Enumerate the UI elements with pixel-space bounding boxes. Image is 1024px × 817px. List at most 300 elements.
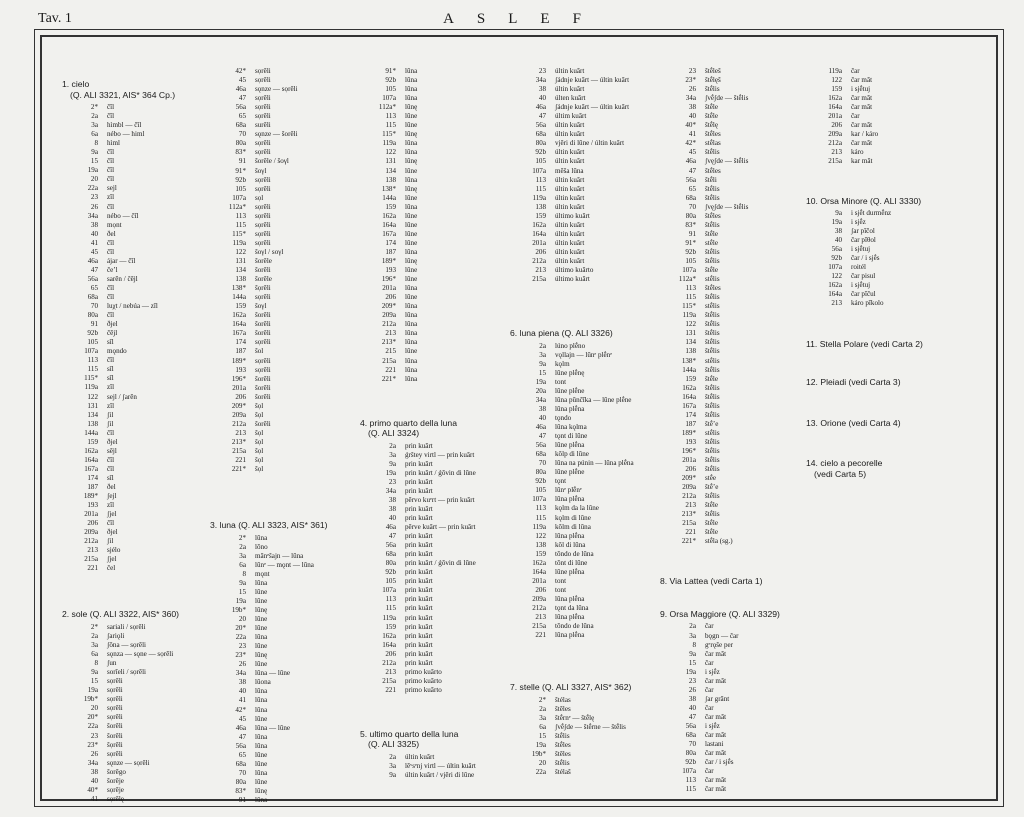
table-row [510, 360, 650, 369]
point-number: 138* [681, 356, 696, 365]
dialect-form: čar māt [705, 676, 727, 685]
point-number: 47 [388, 532, 396, 541]
point-number: 119a [532, 193, 546, 202]
dialect-form: prin kuārt [405, 550, 433, 559]
dialect-form: šọrēli [255, 284, 271, 293]
dialect-form: čar [851, 67, 860, 75]
entry-block [62, 79, 202, 573]
point-number: 42* [685, 139, 696, 148]
table-row [360, 67, 500, 76]
point-number: 187 [235, 347, 246, 356]
point-number: 107a [682, 266, 696, 275]
point-number: 9a [539, 359, 546, 368]
table-row [210, 338, 350, 347]
point-number: 41 [688, 130, 696, 139]
section-title: 12. Pleiadi (vedi Carta 3) [806, 377, 901, 388]
table-row [62, 130, 202, 139]
table-row [210, 239, 350, 248]
point-number: 107a [232, 193, 246, 202]
point-number: 122 [385, 148, 396, 157]
point-number: 206 [535, 247, 546, 256]
dialect-form: kar / káro [851, 130, 879, 139]
dialect-form: lūna [405, 67, 418, 75]
dialect-form: čîl [107, 464, 115, 473]
dialect-form: čîl [107, 238, 115, 247]
dialect-form: ðjel [107, 528, 118, 537]
dialect-form: i sjḗtuj [851, 245, 871, 254]
dialect-form: lūne [405, 229, 418, 238]
point-number: 92b [535, 477, 546, 486]
point-number: 107a [532, 166, 546, 175]
point-number: 9a [91, 148, 98, 157]
dialect-form: štēles [555, 704, 571, 713]
column-2 [210, 67, 350, 805]
point-number: 164a [532, 567, 546, 576]
point-number: 164a [382, 640, 396, 649]
point-number: 215a [382, 356, 396, 365]
dialect-form: lūne [405, 211, 418, 220]
point-number: 212a [682, 492, 696, 501]
dialect-form: último kuārt [555, 211, 590, 220]
table-row [510, 378, 650, 387]
table-row [510, 257, 650, 266]
dialect-form: lūne [405, 121, 418, 130]
table-row [510, 239, 650, 248]
point-number: 19a [235, 596, 246, 605]
point-number: 162a [828, 281, 842, 290]
point-number: 34a [87, 211, 98, 220]
table-row [660, 519, 800, 528]
point-number: 193 [685, 437, 696, 446]
dialect-form: čîl [107, 292, 115, 301]
point-number: 41 [90, 238, 98, 247]
dialect-form: lūne [405, 112, 418, 121]
dialect-form: štḗlis [705, 293, 720, 302]
point-number: 213 [385, 329, 396, 338]
dialect-form: ʃvęʃde — štḗlis [705, 202, 749, 211]
table-row [210, 194, 350, 203]
table-row [62, 483, 202, 492]
table-row [210, 185, 350, 194]
point-number: 115 [685, 785, 696, 794]
dialect-form: čel [107, 564, 116, 573]
point-number: 119a [382, 613, 396, 622]
dialect-form: sorīeli / sọrēli [107, 668, 147, 677]
table-row [360, 604, 500, 613]
dialect-form: šorēle [255, 256, 272, 265]
point-number: 215a [532, 622, 546, 631]
point-number: 47 [238, 732, 246, 741]
dialect-form: sejl / ʃarēn [107, 392, 137, 401]
dialect-form: lūna [255, 768, 268, 777]
dialect-form: sọl [255, 193, 264, 202]
point-number: 47 [538, 432, 546, 441]
dialect-form: štḗleš [705, 67, 721, 75]
table-row [660, 537, 800, 546]
dialect-form: šoγl [255, 302, 267, 311]
point-number: 138 [535, 540, 546, 549]
table-row [62, 374, 202, 383]
dialect-form: sọrēli [255, 211, 271, 220]
table-row [360, 550, 500, 559]
table-row [62, 732, 202, 741]
point-number: 209a [232, 410, 246, 419]
table-row [360, 347, 500, 356]
table-row [660, 713, 800, 722]
point-number: 212a [232, 419, 246, 428]
section-heading [660, 609, 800, 620]
dialect-form: káro [851, 148, 864, 157]
point-number: 212a [84, 537, 98, 546]
point-number: 105 [385, 85, 396, 94]
point-number: 187 [685, 419, 696, 428]
point-number: 113 [385, 595, 396, 604]
point-number: 15 [538, 731, 546, 740]
dialect-form: prin kuārt [405, 622, 433, 631]
dialect-form: sējl [107, 446, 117, 455]
dialect-form: últin kuārt [555, 220, 585, 229]
table-row [62, 193, 202, 202]
dialect-form: lūne [255, 642, 268, 651]
table-row [62, 641, 202, 650]
dialect-form: prin kuārt [405, 649, 433, 658]
point-number: 115* [84, 374, 98, 383]
dialect-form: sọrēli [255, 112, 271, 121]
dialect-form: prin kuārt [405, 532, 433, 541]
dialect-form: primo kuārto [405, 685, 442, 694]
table-row [660, 357, 800, 366]
point-number: 201a [682, 456, 696, 465]
dialect-form: ʃvḗʃde — štḗlis [705, 94, 749, 103]
table-row [210, 375, 350, 384]
entry-block [806, 418, 946, 429]
dialect-form: mēša lūna [555, 166, 584, 175]
table-row [210, 742, 350, 751]
dialect-form: primo kuārto [405, 667, 442, 676]
table-row [806, 112, 946, 121]
point-number: 113 [685, 776, 696, 785]
dialect-form: kōlp di lūne [555, 450, 589, 459]
dialect-form: šorēli [255, 311, 271, 320]
dialect-form: lūne [405, 293, 418, 302]
dialect-form: ðel [107, 482, 116, 491]
table-row [660, 528, 800, 537]
table-row [510, 550, 650, 559]
point-number: 134 [235, 266, 246, 275]
point-number: 45 [238, 76, 246, 85]
table-row [510, 622, 650, 631]
table-row [62, 677, 202, 686]
table-row [660, 347, 800, 356]
table-row [806, 263, 946, 272]
point-number: 83* [235, 786, 246, 795]
point-number: 46a [685, 157, 696, 166]
dialect-form: šorēle / šoγl [255, 157, 289, 166]
dialect-form: čar māt [851, 94, 873, 103]
table-row [510, 714, 650, 723]
dialect-form: lūnę [405, 256, 418, 265]
table-row [660, 293, 800, 302]
dialect-form: i sjḗtuj [851, 85, 871, 94]
point-number: 201a [232, 383, 246, 392]
point-number: 41 [90, 794, 98, 803]
dialect-form: čar māt [705, 649, 727, 658]
dialect-form: tǫnt da lūna [555, 603, 589, 612]
point-number: 105 [535, 486, 546, 495]
point-number: 115 [535, 184, 546, 193]
dialect-form: lūnę [405, 103, 418, 112]
dialect-form: últin kuārt [555, 67, 585, 75]
dialect-form: sọrēli [255, 365, 271, 374]
dialect-form: lūne [405, 275, 418, 284]
dialect-form: hìml [107, 139, 121, 148]
dialect-form: lūna [255, 533, 268, 542]
point-number: 19a [831, 218, 842, 227]
table-row [210, 438, 350, 447]
point-number: 105 [385, 577, 396, 586]
dialect-form: lūna plḗna [555, 404, 585, 413]
point-number: 23 [90, 193, 98, 202]
dialect-form: lūna [405, 329, 418, 338]
dialect-form: ðjel [107, 320, 118, 329]
point-number: 46a [87, 256, 98, 265]
table-row [210, 293, 350, 302]
dialect-form: čar [851, 112, 860, 121]
point-number: 119a [232, 238, 246, 247]
section-title: 10. Orsa Minore (Q. ALI 3330) [806, 195, 922, 206]
point-number: 201a [84, 510, 98, 519]
dialect-form: lūna [255, 696, 268, 705]
column-1 [62, 73, 202, 804]
dialect-form: lūne [405, 238, 418, 247]
table-row [62, 750, 202, 759]
entry-block [210, 520, 350, 805]
dialect-form: lūna [405, 85, 418, 94]
point-number: 138 [685, 347, 696, 356]
dialect-form: šorēje [107, 776, 124, 785]
point-number: 3a [539, 713, 546, 722]
table-row [210, 103, 350, 112]
dialect-form: lōno [255, 542, 268, 551]
point-number: 23* [685, 76, 696, 85]
table-row [62, 293, 202, 302]
table-row [510, 705, 650, 714]
table-row [62, 411, 202, 420]
point-number: 9a [91, 668, 98, 677]
point-number: 134 [685, 338, 696, 347]
dialect-form: lūnę [405, 130, 418, 139]
point-number: 91 [238, 795, 246, 804]
table-row [210, 76, 350, 85]
table-row [510, 387, 650, 396]
point-number: 159 [535, 211, 546, 220]
point-number: 189* [83, 492, 98, 501]
table-row [510, 504, 650, 513]
table-row [210, 284, 350, 293]
dialect-form: čîl [107, 455, 115, 464]
point-number: 65 [688, 184, 696, 193]
point-number: 212a [382, 658, 396, 667]
dialect-form: tōndo de lūna [555, 549, 594, 558]
table-row [660, 275, 800, 284]
point-number: 15 [688, 658, 696, 667]
point-number: 215a [84, 555, 98, 564]
dialect-form: lūna na púnin — lūna plḗna [555, 459, 634, 468]
table-row [210, 456, 350, 465]
table-row [360, 320, 500, 329]
dialect-form: últin kuārt [555, 229, 585, 238]
entry-block [660, 576, 800, 587]
table-row [210, 570, 350, 579]
dialect-form: lūna [405, 148, 418, 157]
dialect-form: lūna [405, 139, 418, 148]
dialect-form: ðjel [107, 437, 118, 446]
point-number: 91* [685, 238, 696, 247]
dialect-form: primo kuārto [405, 676, 442, 685]
point-number: 209* [681, 474, 696, 483]
dialect-form: lūona [255, 678, 271, 687]
dialect-form: tǫndo [555, 414, 572, 422]
section-title: 14. cielo a pecorelle [806, 458, 883, 469]
table-row [360, 302, 500, 311]
point-number: 92b [87, 329, 98, 338]
dialect-form: prin kuārt / ǵōvin di lūne [405, 468, 476, 477]
dialect-form: i sjḗz [851, 218, 866, 227]
dialect-form: lūne [255, 587, 268, 596]
point-number: 187 [87, 482, 98, 491]
point-number: 92b [831, 254, 842, 263]
table-row [510, 121, 650, 130]
table-row [210, 420, 350, 429]
dialect-form: últin kuārt [555, 85, 585, 94]
point-number: 68a [685, 731, 696, 740]
table-row [360, 614, 500, 623]
point-number: 68a [685, 193, 696, 202]
point-number: 115 [87, 365, 98, 374]
table-row [360, 194, 500, 203]
table-row [210, 130, 350, 139]
dialect-form: lūne plḗnę [555, 368, 585, 377]
table-row [660, 257, 800, 266]
section-title: 13. Orione (vedi Carta 4) [806, 417, 901, 428]
point-number: 38 [538, 404, 546, 413]
point-number: 80a [535, 139, 546, 148]
point-number: 65 [238, 750, 246, 759]
dialect-form: čar māt [705, 776, 727, 785]
point-number: 6a [91, 650, 98, 659]
entry-block [360, 67, 500, 384]
table-row [360, 632, 500, 641]
table-row [660, 230, 800, 239]
point-number: 19a [535, 740, 546, 749]
table-row [660, 248, 800, 257]
point-number: 40* [685, 121, 696, 130]
point-number: 38 [538, 85, 546, 94]
point-number: 209* [381, 302, 396, 311]
entry-block [510, 328, 650, 640]
table-row [62, 519, 202, 528]
table-row [360, 677, 500, 686]
table-row [660, 194, 800, 203]
table-row [62, 103, 202, 112]
dialect-form: luχt / nebúa — zîl [107, 302, 158, 311]
dialect-form: sọrēli [107, 695, 123, 704]
dialect-form: tont [555, 576, 567, 585]
dialect-form: lūna — lūne [255, 669, 291, 678]
table-row [62, 741, 202, 750]
dialect-form: štḗlis [705, 410, 720, 419]
table-row [660, 366, 800, 375]
table-row [360, 686, 500, 695]
dialect-form: lūna [405, 302, 418, 311]
section-heading [660, 576, 800, 587]
table-row [660, 740, 800, 749]
point-number: 92b [235, 175, 246, 184]
point-number: 107a [382, 586, 396, 595]
dialect-form: prin kuārt [405, 568, 433, 577]
table-row [62, 492, 202, 501]
table-row [660, 510, 800, 519]
point-number: 164a [382, 220, 396, 229]
dialect-form: ʃil [107, 537, 114, 546]
dialect-form: štḗlis [705, 437, 720, 446]
table-row [210, 715, 350, 724]
point-number: 15 [238, 587, 246, 596]
point-number: 201a [532, 576, 546, 585]
point-number: 131 [385, 157, 396, 166]
table-row [660, 284, 800, 293]
point-number: 196* [231, 374, 246, 383]
dialect-form: čîl [107, 175, 115, 184]
point-number: 45 [688, 148, 696, 157]
dialect-form: šọrēli [107, 740, 123, 749]
point-number: 22a [535, 768, 546, 777]
table-row [510, 148, 650, 157]
table-row [62, 777, 202, 786]
point-number: 113 [235, 211, 246, 220]
point-number: 164a [532, 229, 546, 238]
dialect-form: štḗlęš [705, 76, 721, 85]
dialect-form: lūne plḗna [555, 567, 585, 576]
table-row [510, 94, 650, 103]
dialect-form: lūne [255, 660, 268, 669]
table-row [360, 230, 500, 239]
dialect-form: sọrēli [255, 76, 271, 85]
dialect-form: sîl [107, 473, 114, 482]
table-row [806, 245, 946, 254]
point-number: 40 [538, 414, 546, 422]
dialect-form: lūna plḗna [555, 531, 585, 540]
point-number: 23 [90, 731, 98, 740]
table-row [660, 393, 800, 402]
dialect-form: štḗlis [705, 320, 720, 329]
dialect-form: lūne [405, 220, 418, 229]
dialect-form: šoγl / soγl [255, 247, 284, 256]
point-number: 115 [235, 220, 246, 229]
table-row [62, 266, 202, 275]
entry-block [210, 67, 350, 474]
dialect-form: lūna [405, 175, 418, 184]
table-row [62, 528, 202, 537]
point-number: 167a [682, 401, 696, 410]
dialect-form: prin kuārt [405, 486, 433, 495]
table-row [360, 239, 500, 248]
point-number: 9a [239, 578, 246, 587]
table-row [62, 248, 202, 257]
table-row [210, 678, 350, 687]
table-row [210, 588, 350, 597]
dialect-form: stḗlis [705, 356, 720, 365]
